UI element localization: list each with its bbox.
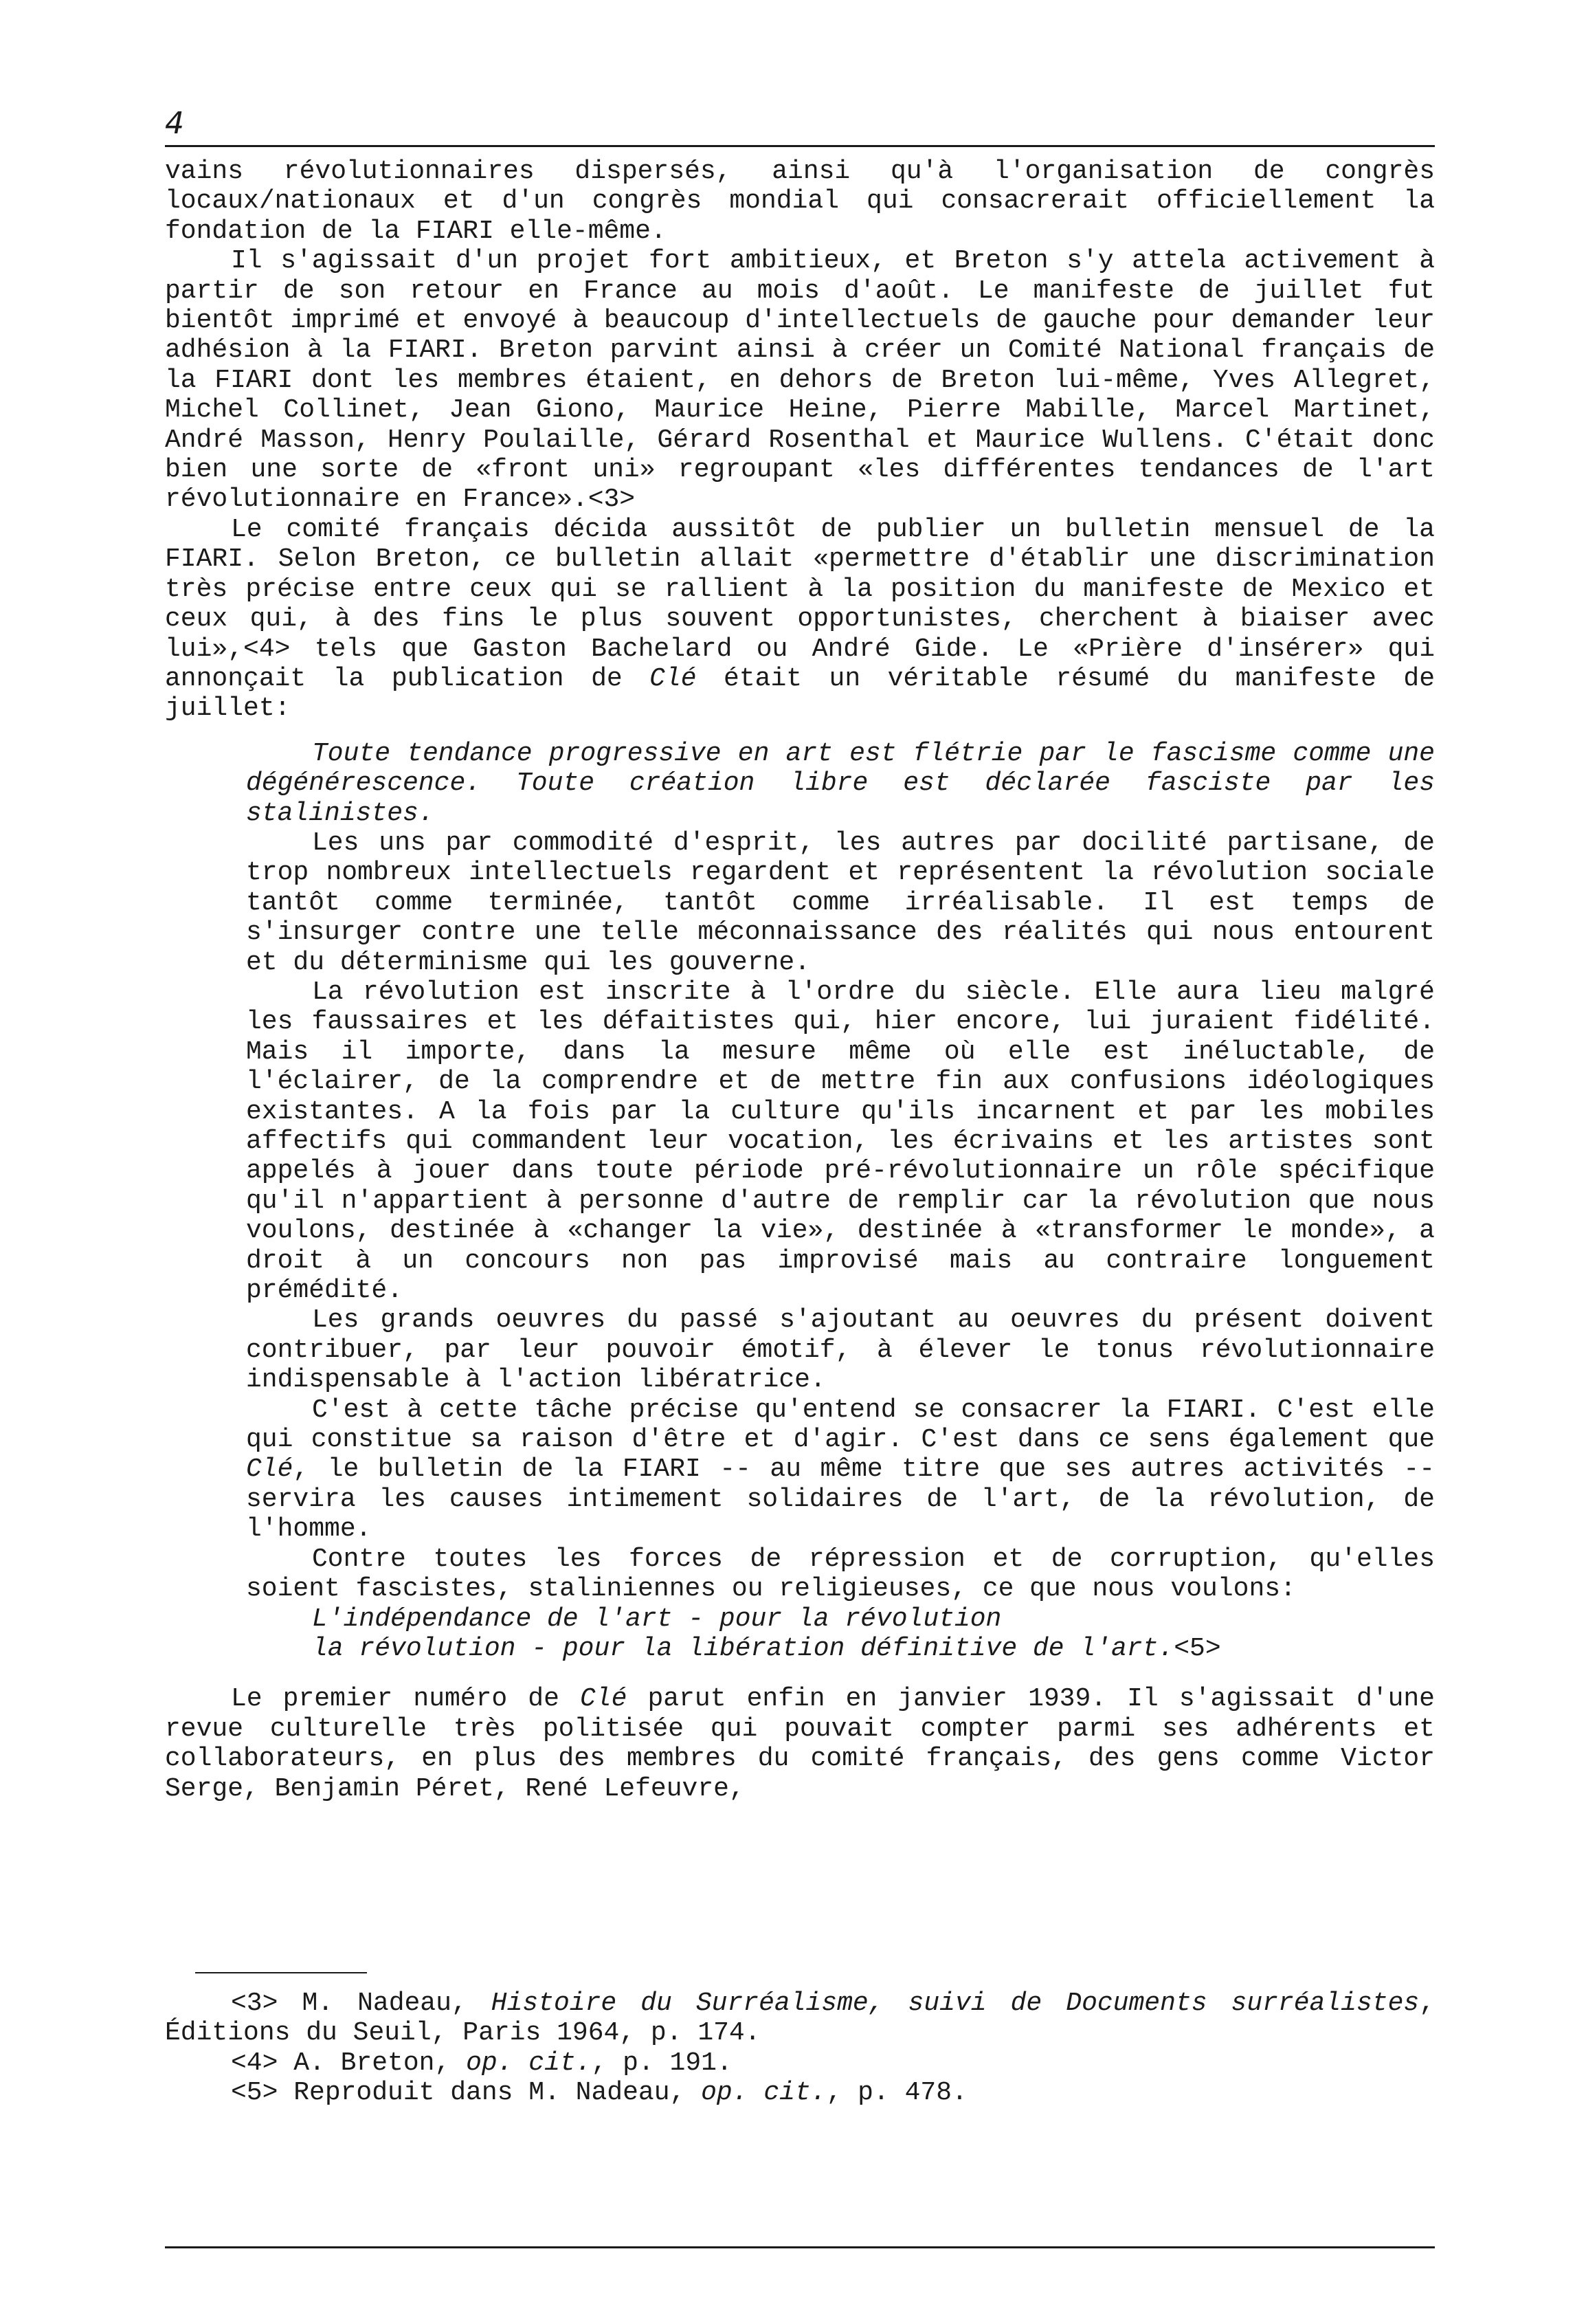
footnote xyxy=(165,1989,1435,2048)
footnote-text: , p. 191. xyxy=(591,2048,733,2078)
header-rule xyxy=(165,145,1435,147)
footnotes xyxy=(165,1989,1435,2108)
book-title: op. cit. xyxy=(466,2048,592,2078)
text-run: était un véritable résumé du manifeste de juillet: xyxy=(165,663,1435,724)
book-title: op. cit. xyxy=(701,2078,827,2108)
main-text xyxy=(165,157,1435,1804)
paragraph: vains révolutionnaires dispersés, ainsi qu'à l'organisation de congrès locaux/nationaux et d'un congrès mondial qui consacrerait officiellement la fondation de la FIARI elle-même. xyxy=(165,157,1435,246)
footnote xyxy=(165,2078,1435,2107)
text-run: C'est à cette tâche précise qu'entend se consacrer la FIARI. C'est elle qui constitue sa raison d'être et d'agir. C'est dans ce sens également que xyxy=(246,1395,1435,1455)
block-quote xyxy=(165,739,1435,1664)
text-run: parut enfin en janvier 1939. Il s'agissait d'une revue culturelle très politisée qui pouvait compter parmi ses adhérents et collaborateurs, en plus des membres du comité français, des gens comme Victor Serge, Benjamin Péret, René Lefeuvre, xyxy=(165,1684,1435,1804)
footnote-text: <3> M. Nadeau, xyxy=(231,1989,491,2018)
text-run: la révolution - pour la libération définitive de l'art. xyxy=(312,1633,1174,1663)
book-title: Histoire du Surréalisme, suivi de Documents surréalistes xyxy=(491,1989,1420,2018)
quote-paragraph: Les grands oeuvres du passé s'ajoutant au oeuvres du présent doivent contribuer, par leur pouvoir émotif, à élever le tonus révolutionnaire indispensable à l'action libératrice. xyxy=(246,1305,1435,1395)
paragraph: Il s'agissait d'un projet fort ambitieux, et Breton s'y attela activement à partir de son retour en France au mois d'août. Le manifeste de juillet fut bientôt imprimé et envoyé à beaucoup d'intellectuels de gauche pour demander leur adhésion à la FIARI. Breton parvint ainsi à créer un Comité National français de la FIARI dont les membres étaient, en dehors de Breton lui-même, Yves Allegret, Michel Collinet, Jean Giono, Maurice Heine, Pierre Mabille, Marcel Martinet, André Masson, Henry Poulaille, Gérard Rosenthal et Maurice Wullens. C'était donc bien une sorte de «front uni» regroupant «les différentes tendances de l'art révolutionnaire en France».<3> xyxy=(165,246,1435,515)
text-run: Le comité français décida aussitôt de publier un bulletin mensuel de la FIARI. Selon Breton, ce bulletin allait «permettre d'établir une discrimination très précise entre ceux qui se rallient à la position du manifeste de Mexico et ceux qui, à des fins le plus souvent opportunistes, cherchent à biaiser avec lui»,<4> tels que Gaston Bachelard ou André Gide. Le «Prière d'insérer» qui annonçait la publication de xyxy=(165,514,1435,694)
paragraph xyxy=(165,1684,1435,1804)
footnote-ref: <5> xyxy=(1174,1633,1221,1663)
footnote-text: , Éditions du Seuil, Paris 1964, p. 174. xyxy=(165,1989,1435,2048)
quote-paragraph: Contre toutes les forces de répression et de corruption, qu'elles soient fascistes, staliniennes ou religieuses, ce que nous voulons: xyxy=(246,1544,1435,1604)
journal-title: Clé xyxy=(246,1454,293,1485)
text-run: Le premier numéro de xyxy=(231,1684,580,1714)
footnote-text: <4> A. Breton, xyxy=(231,2048,467,2078)
quote-paragraph: Les uns par commodité d'esprit, les autres par docilité partisane, de trop nombreux intellectuels regardent et représentent la révolution sociale tantôt comme terminée, tantôt comme irréalisable. Il est temps de s'insurger contre une telle méconnaissance des réalités qui nous entourent et du déterminisme qui les gouverne. xyxy=(246,828,1435,977)
page-number: 4 xyxy=(165,106,184,141)
footnote-separator xyxy=(195,1972,367,1973)
paragraph xyxy=(165,515,1435,724)
text-run: , le bulletin de la FIARI -- au même titre que ses autres activités -- servira les causes intimement solidaires de l'art, de la révolution, de l'homme. xyxy=(246,1454,1435,1545)
journal-title: Clé xyxy=(579,1684,627,1714)
footnote xyxy=(165,2048,1435,2078)
quote-paragraph xyxy=(246,1395,1435,1545)
footnote-text: <5> Reproduit dans M. Nadeau, xyxy=(231,2078,702,2108)
motto-line: L'indépendance de l'art - pour la révolution xyxy=(312,1604,1002,1634)
journal-title: Clé xyxy=(649,663,697,694)
quote-paragraph: Toute tendance progressive en art est flétrie par le fascisme comme une dégénérescence. Toute création libre est déclarée fasciste par les stalinistes. xyxy=(246,738,1435,828)
footer-rule xyxy=(165,2246,1435,2248)
motto-line xyxy=(246,1634,1435,1663)
quote-paragraph: La révolution est inscrite à l'ordre du siècle. Elle aura lieu malgré les faussaires et les défaitistes qui, hier encore, lui juraient fidélité. Mais il importe, dans la mesure même où elle est inéluctable, de l'éclairer, de la comprendre et de mettre fin aux confusions idéologiques existantes. A la fois par la culture qu'ils incarnent et par les mobiles affectifs qui commandent leur vocation, les écrivains et les artistes sont appelés à jouer dans toute période pré-révolutionnaire un rôle spécifique qu'il n'appartient à personne d'autre de remplir car la révolution que nous voulons, destinée à «changer la vie», destinée à «transformer le monde», a droit à un concours non pas improvisé mais au contraire longuement prémédité. xyxy=(246,977,1435,1306)
footnote-text: , p. 478. xyxy=(826,2078,968,2108)
